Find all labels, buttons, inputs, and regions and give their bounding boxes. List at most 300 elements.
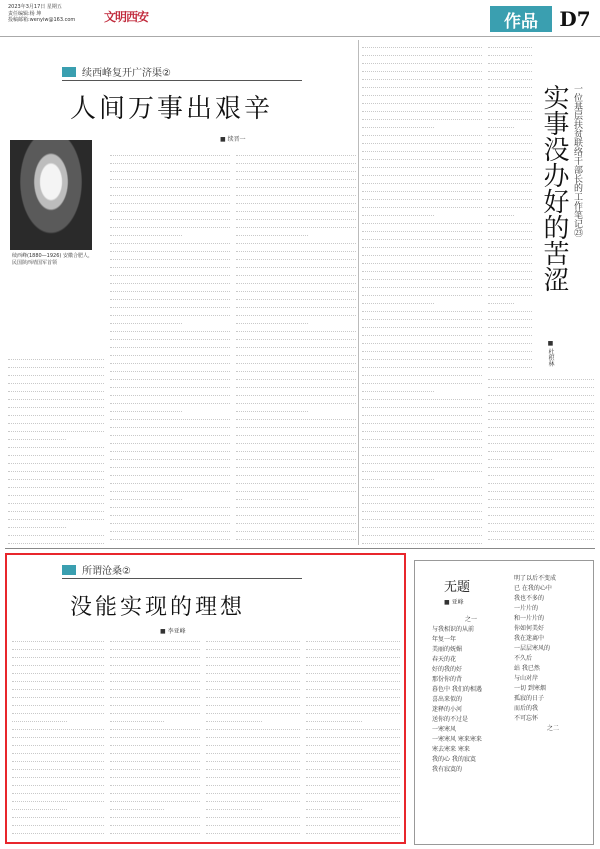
text-line: [110, 428, 230, 436]
text-line: [12, 770, 104, 778]
text-line: [8, 376, 104, 384]
text-line: [236, 356, 356, 364]
text-line: [362, 344, 482, 352]
text-line: [110, 180, 230, 188]
text-line: [362, 192, 482, 200]
text-line: [8, 416, 104, 424]
text-line: [110, 690, 200, 698]
text-line: [110, 356, 230, 364]
poem-line: 不可忘怀: [514, 715, 539, 722]
text-line: [362, 112, 482, 120]
text-line: [488, 184, 532, 192]
text-line: [110, 404, 182, 412]
text-line: [236, 148, 356, 156]
text-line: [488, 168, 532, 176]
text-line: [206, 650, 300, 658]
newspaper-logo: 文明西安: [104, 10, 149, 24]
article1-rule: [62, 80, 302, 81]
page-number: D7: [559, 7, 591, 31]
text-line: [236, 212, 356, 220]
poem-line: 不久后: [514, 655, 533, 662]
text-line: [110, 508, 230, 516]
text-line: [110, 300, 230, 308]
text-line: [110, 292, 230, 300]
text-line: [110, 770, 200, 778]
text-line: [206, 634, 300, 642]
text-line: [488, 404, 594, 412]
text-line: [362, 184, 482, 192]
text-line: [236, 292, 356, 300]
text-line: [362, 240, 482, 248]
text-line: [488, 48, 532, 56]
text-line: [488, 360, 532, 368]
text-line: [236, 364, 356, 372]
text-line: [306, 826, 400, 834]
text-line: [110, 284, 230, 292]
poem-line: 孤寂的日子: [514, 695, 545, 702]
poem-line: 年复一年: [432, 636, 457, 643]
text-line: [110, 348, 230, 356]
poem-line: 与我相识的从前: [432, 626, 475, 633]
text-line: [362, 432, 482, 440]
article1-title: 人间万事出艰辛: [70, 94, 274, 124]
text-line: [488, 420, 594, 428]
text-line: [362, 480, 482, 488]
text-line: [110, 818, 200, 826]
text-line: [110, 196, 230, 204]
poem-line: 你如何美好: [514, 625, 545, 632]
text-line: [8, 424, 104, 432]
poem-line: 暮色中 我们的相遇: [432, 686, 482, 693]
article2-kicker: 所谓沧桑②: [82, 566, 131, 577]
poem-line: 那份你的背: [432, 676, 463, 683]
text-line: [110, 500, 230, 508]
article1-col4: [362, 40, 482, 544]
text-line: [488, 368, 532, 370]
text-line: [12, 786, 104, 794]
article2-rule: [62, 578, 302, 579]
text-line: [488, 88, 532, 96]
text-line: [110, 396, 230, 404]
text-line: [110, 444, 230, 452]
text-line: [8, 440, 104, 448]
text-line: [362, 264, 482, 272]
text-line: [8, 456, 104, 464]
text-line: [362, 360, 482, 368]
poem-line: 与山对岸: [514, 675, 539, 682]
text-line: [206, 778, 300, 786]
text-line: [306, 682, 400, 690]
text-line: [488, 412, 594, 420]
text-line: [488, 516, 594, 524]
text-line: [488, 444, 594, 452]
text-line: [12, 810, 104, 818]
text-line: [236, 316, 308, 324]
text-line: [362, 416, 482, 424]
poem-line: 而后的我: [514, 705, 539, 712]
poem-line: 一寒寒风: [432, 726, 457, 733]
text-line: [488, 312, 532, 320]
text-line: [110, 340, 230, 348]
text-line: [236, 276, 356, 284]
text-line: [8, 488, 104, 496]
text-line: [362, 336, 482, 344]
text-line: [362, 296, 434, 304]
text-line: [362, 368, 482, 376]
text-line: [12, 826, 104, 834]
text-line: [110, 666, 200, 674]
text-line: [206, 786, 300, 794]
text-line: [362, 280, 482, 288]
poem-author: ■ 亚峰: [444, 599, 464, 606]
text-line: [236, 172, 356, 180]
text-line: [236, 300, 356, 308]
text-line: [236, 188, 356, 196]
text-line: [488, 492, 594, 500]
text-line: [362, 400, 482, 408]
text-line: [488, 508, 594, 516]
text-line: [362, 448, 482, 456]
text-line: [362, 520, 482, 528]
text-line: [12, 634, 104, 642]
text-line: [110, 762, 200, 770]
text-line: [206, 714, 262, 722]
poem-line: 美丽的妩媚: [432, 646, 463, 653]
text-line: [8, 400, 104, 408]
text-line: [488, 388, 594, 396]
text-line: [206, 690, 300, 698]
text-line: [362, 80, 482, 88]
text-line: [488, 224, 532, 232]
text-line: [488, 96, 532, 104]
text-line: [110, 364, 230, 372]
text-line: [110, 722, 200, 730]
text-line: [12, 690, 104, 698]
text-line: [362, 176, 482, 184]
text-line: [110, 658, 200, 666]
text-line: [488, 372, 594, 380]
poem-line: 我在迷离中: [514, 635, 545, 642]
text-line: [362, 48, 482, 56]
text-line: [488, 280, 532, 288]
article3-byline-text: 杜积林: [547, 348, 554, 367]
text-line: [110, 532, 230, 540]
text-line: [236, 204, 356, 212]
text-line: [110, 516, 230, 524]
text-line: [236, 340, 356, 348]
text-line: [306, 738, 400, 746]
text-line: [110, 412, 230, 420]
text-line: [236, 412, 356, 420]
text-line: [12, 658, 104, 666]
text-line: [488, 176, 532, 184]
kicker-bar-icon: [62, 565, 76, 575]
text-line: [110, 268, 230, 276]
kicker-bar-icon: [62, 67, 76, 77]
text-line: [488, 264, 532, 272]
text-line: [488, 128, 532, 136]
text-line: [12, 818, 104, 826]
text-line: [362, 440, 482, 448]
text-line: [236, 508, 356, 516]
text-line: [110, 738, 200, 746]
text-line: [8, 360, 104, 368]
poem-col1: [432, 615, 510, 775]
text-line: [236, 428, 356, 436]
text-line: [488, 272, 532, 280]
text-line: [306, 658, 400, 666]
text-line: [236, 500, 356, 508]
text-line: [236, 308, 356, 316]
text-line: [206, 826, 300, 834]
text-line: [110, 524, 230, 532]
poem-line: 迷释的小河: [432, 706, 463, 713]
text-line: [12, 738, 104, 746]
text-line: [236, 268, 356, 276]
text-line: [12, 778, 104, 786]
text-line: [488, 500, 594, 508]
text-line: [8, 480, 104, 488]
text-line: [362, 88, 482, 96]
text-line: [236, 516, 356, 524]
text-line: [12, 802, 67, 810]
text-line: [488, 436, 594, 444]
text-line: [8, 536, 104, 544]
portrait-photo: [10, 140, 92, 250]
text-line: [488, 160, 532, 168]
text-line: [110, 276, 230, 284]
text-line: [306, 770, 400, 778]
poem-line: 我的心 我的寂寞: [432, 756, 476, 763]
text-line: [488, 452, 552, 460]
text-line: [110, 642, 200, 650]
text-line: [110, 372, 230, 380]
text-line: [488, 476, 594, 484]
text-line: [306, 754, 400, 762]
text-line: [306, 794, 400, 802]
text-line: [236, 468, 356, 476]
text-line: [306, 690, 400, 698]
text-line: [236, 180, 356, 188]
text-line: [110, 308, 230, 316]
text-line: [110, 452, 230, 460]
text-line: [110, 714, 164, 722]
text-line: [488, 208, 514, 216]
text-line: [110, 786, 200, 794]
text-line: [362, 328, 482, 336]
article2-col3: [206, 634, 300, 838]
article3-byline: ■ 杜积林: [547, 340, 554, 367]
text-line: [306, 810, 400, 818]
text-line: [488, 136, 532, 144]
text-line: [488, 288, 532, 296]
article2-byline: ■ 李亚峰: [160, 628, 186, 635]
article1-byline: ■ 续晋一: [220, 136, 246, 143]
text-line: [362, 96, 482, 104]
poem-line: 我也不多的: [514, 595, 545, 602]
text-line: [488, 256, 532, 264]
poem-section-label: 之二: [546, 725, 559, 732]
text-line: [110, 674, 200, 682]
poem-col2: [514, 574, 592, 734]
text-line: [362, 64, 482, 72]
text-line: [110, 492, 182, 500]
text-line: [110, 476, 230, 484]
text-line: [206, 722, 300, 730]
text-line: [8, 448, 104, 456]
text-line: [488, 72, 532, 80]
text-line: [206, 818, 300, 826]
article2-byline-text: 李亚峰: [167, 628, 186, 635]
article2-col4: [306, 634, 400, 838]
text-line: [362, 208, 434, 216]
poem-line: 我有寂寞的: [432, 766, 463, 773]
text-line: [362, 392, 482, 400]
text-line: [362, 408, 482, 416]
text-line: [12, 706, 104, 714]
poem-line: 和一片片的: [514, 615, 545, 622]
text-line: [362, 272, 482, 280]
text-line: [488, 216, 532, 224]
text-line: [236, 372, 356, 380]
text-line: [12, 666, 104, 674]
text-line: [206, 794, 300, 802]
text-line: [362, 512, 482, 520]
poem-title: 无题: [444, 580, 471, 595]
poem-line: 明了以后不变成: [514, 575, 557, 582]
text-line: [236, 348, 356, 356]
text-line: [8, 512, 104, 520]
text-line: [236, 284, 356, 292]
text-line: [236, 444, 356, 452]
text-line: [306, 706, 400, 714]
text-line: [110, 316, 182, 324]
text-line: [488, 304, 532, 312]
text-line: [488, 468, 594, 476]
text-line: [236, 484, 356, 492]
text-line: [306, 642, 400, 650]
article3-col-bottom: [488, 372, 594, 544]
date-line: 2023年3月17日 星期五: [8, 4, 62, 10]
text-line: [110, 188, 230, 196]
text-line: [488, 56, 532, 64]
text-line: [110, 794, 200, 802]
text-line: [488, 524, 594, 532]
text-line: [488, 320, 532, 328]
text-line: [110, 802, 164, 810]
text-line: [488, 396, 594, 404]
text-line: [362, 160, 482, 168]
text-line: [488, 428, 594, 436]
text-line: [236, 228, 308, 236]
text-line: [236, 532, 356, 540]
article1-col1: [8, 352, 104, 544]
text-line: [362, 232, 482, 240]
text-line: [488, 248, 532, 256]
text-line: [488, 40, 532, 48]
text-line: [110, 706, 200, 714]
text-line: [306, 634, 400, 642]
text-line: [110, 332, 230, 340]
text-line: [236, 220, 356, 228]
text-line: [206, 730, 300, 738]
text-line: [110, 172, 230, 180]
text-line: [488, 64, 532, 72]
masthead-info: [8, 4, 98, 24]
poem-line: 一层层寒风的: [514, 645, 551, 652]
text-line: [110, 650, 200, 658]
text-line: [236, 388, 356, 396]
text-line: [362, 104, 482, 112]
text-line: [110, 164, 230, 172]
text-line: [488, 460, 594, 468]
text-line: [362, 504, 482, 512]
poem-line: 一片片的: [514, 605, 539, 612]
text-line: [206, 682, 300, 690]
text-line: [306, 834, 400, 838]
text-line: [306, 746, 400, 754]
text-line: [206, 658, 300, 666]
text-line: [12, 674, 104, 682]
masthead-rule: [0, 36, 600, 37]
poem-line: 站 我已然: [514, 665, 540, 672]
text-line: [236, 436, 356, 444]
text-line: [110, 460, 230, 468]
text-line: [236, 420, 356, 428]
poem-line: 喜出来似的: [432, 696, 463, 703]
text-line: [8, 528, 104, 536]
text-line: [306, 714, 362, 722]
text-line: [12, 746, 104, 754]
text-line: [110, 380, 230, 388]
text-line: [8, 464, 104, 472]
text-line: [362, 288, 482, 296]
text-line: [362, 128, 482, 136]
text-line: [306, 802, 362, 810]
text-line: [362, 56, 482, 64]
text-line: [362, 352, 482, 360]
text-line: [110, 730, 200, 738]
text-line: [488, 104, 532, 112]
section-rule: [5, 548, 595, 549]
text-line: [236, 460, 356, 468]
text-line: [236, 524, 356, 532]
text-line: [206, 698, 300, 706]
text-line: [110, 810, 200, 818]
text-line: [488, 380, 594, 388]
text-line: [12, 642, 104, 650]
text-line: [236, 236, 356, 244]
text-line: [110, 754, 200, 762]
poem-col1-lines: [432, 625, 510, 775]
text-line: [362, 120, 434, 128]
text-line: [12, 722, 104, 730]
text-line: [8, 352, 104, 360]
text-line: [206, 762, 300, 770]
text-line: [306, 722, 400, 730]
text-line: [236, 164, 356, 172]
article2-kicker-row: [62, 562, 131, 577]
text-line: [206, 738, 300, 746]
text-line: [236, 492, 308, 500]
text-line: [488, 120, 514, 128]
text-line: [236, 396, 356, 404]
text-line: [8, 368, 104, 376]
text-line: [110, 634, 200, 642]
text-line: [362, 136, 482, 144]
text-line: [488, 144, 532, 152]
text-line: [488, 296, 514, 304]
